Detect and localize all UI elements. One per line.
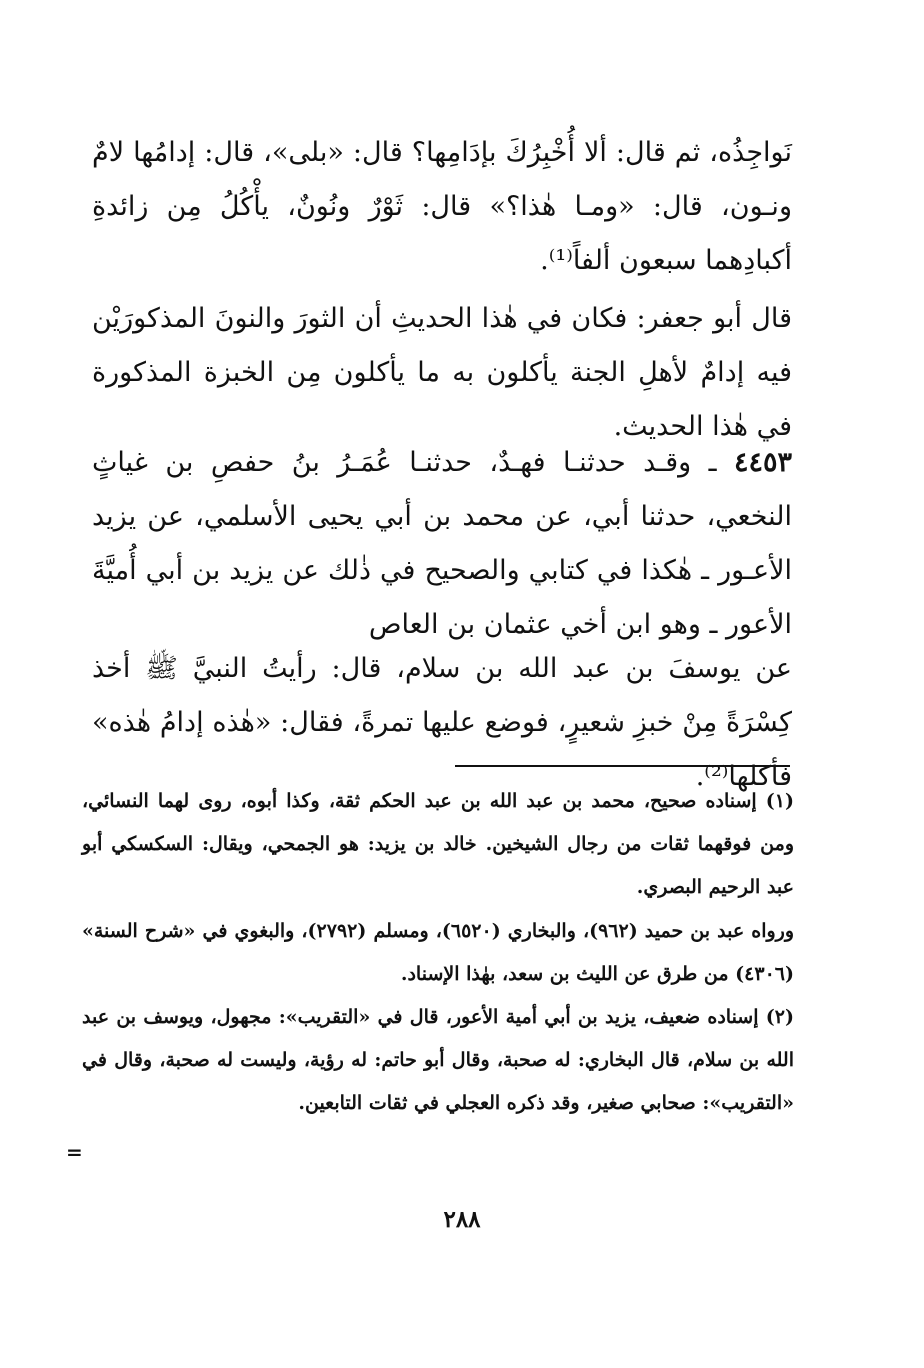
paragraph-1: نَواجِذُه، ثم قال: ألا أُخْبِرُكَ بإدَامِها؟ قال: «بلى»، قال: إدامُها لامٌ ونـون، قال: «ومـا هٰذا؟» قال: ثَوْرٌ ونُونٌ، يأْكُلُ مِن زائدةِ أكبادِهما سبعون ألفاً⁽¹⁾.: [92, 137, 792, 276]
paragraph-4: عن يوسفَ بن عبد الله بن سلام، قال: رأيتُ النبيَّ ﷺ أخذ كِسْرَةً مِنْ خبزِ شعيرٍ، فوضع عليها تمرةً، فقال: «هٰذه إدامُ هٰذه» فأكلها⁽²⁾.: [92, 653, 792, 792]
footnote-1: (١) إسناده صحيح، محمد بن عبد الله بن عبد الحكم ثقة، وكذا أبوه، روى لهما النسائي، ومن فوقهما ثقات من رجال الشيخين. خالد بن يزيد: هو الجمحي، ويقال: السكسكي أبو عبد الرحيم البصري.: [82, 790, 794, 898]
footnote-1-continued: ورواه عبد بن حميد (٩٦٢)، والبخاري (٦٥٢٠)، ومسلم (٢٧٩٢)، والبغوي في «شرح السنة» (٤٣٠٦) من طرق عن الليث بن سعد، بهٰذا الإسناد.: [82, 920, 794, 985]
hadith-number: ٤٤٥٣: [733, 447, 792, 478]
footnote-2: (٢) إسناده ضعيف، يزيد بن أبي أمية الأعور، قال في «التقريب»: مجهول، ويوسف بن عبد الله بن سلام، قال البخاري: له صحبة، وقال أبو حاتم: له رؤية، وليست له صحبة، وقال في «التقريب»: صحابي صغير، وقد ذكره العجلي في ثقات التابعين.: [82, 1006, 794, 1114]
continuation-mark: =: [66, 1140, 83, 1164]
paragraph-2: قال أبو جعفر: فكان في هٰذا الحديثِ أن الثورَ والنونَ المذكورَيْن فيه إدامٌ لأهلِ الجنة يأكلون به ما يأكلون مِن الخبزة المذكورة في هٰذا الحديث.: [92, 303, 792, 442]
paragraph-3-text: ـ وقـد حدثنـا فهـدٌ، حدثنـا عُمَـرُ بنُ حفصِ بن غياثٍ النخعي، حدثنا أبي، عن محمد بن أبي يحيى الأسلمي، عن يزيد الأعـور ـ هٰكذا في كتابي والصحيح في ذٰلك عن يزيد بن أبي أُميَّةَ الأعور ـ وهو ابن أخي عثمان بن العاص: [92, 447, 792, 640]
paragraph-3: [92, 436, 792, 652]
footnote-separator: [455, 765, 790, 767]
page-number: ٢٨٨: [443, 1206, 481, 1233]
